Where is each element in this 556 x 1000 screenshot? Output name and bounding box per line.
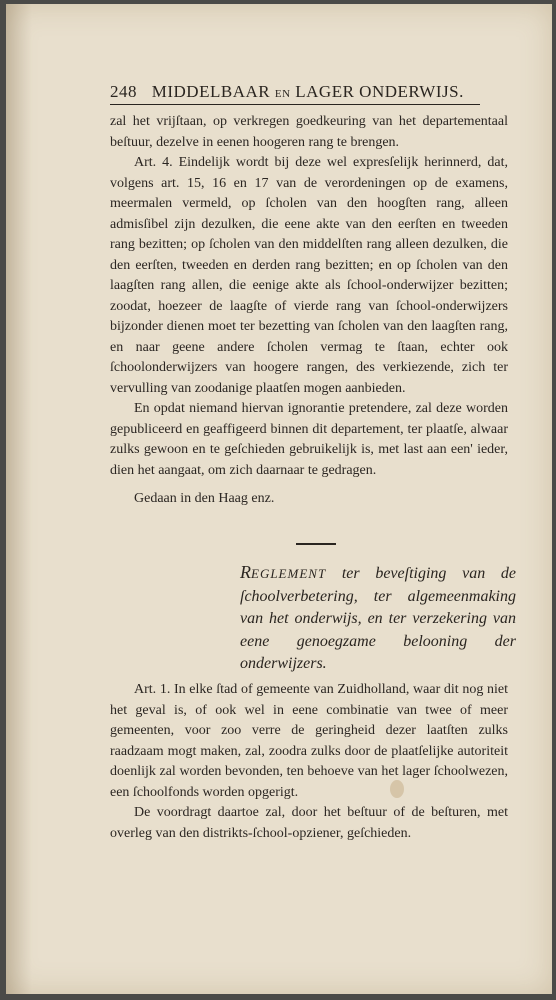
page-number: 248: [110, 82, 137, 101]
header-rule: [110, 104, 480, 105]
header-title-part2: LAGER ONDERWIJS.: [295, 82, 464, 101]
body-text-articles: [110, 680, 508, 844]
running-header: [110, 82, 480, 102]
section-separator: [296, 543, 336, 545]
paragraph-voordragt: De voordragt daartoe zal, door het beſtuur of de beſturen, met overleg van den distrikts-ſchool-opziener, geſchieden.: [110, 805, 508, 841]
paragraph-continuation: zal het vrijſtaan, op verkregen goedkeuring van het departementaal beſtuur, dezelve in eenen hoogeren rang te brengen.: [110, 114, 508, 150]
paragraph-signoff: Gedaan in den Haag enz.: [134, 491, 275, 506]
reglement-title-initial: R: [240, 562, 251, 582]
reglement-title-smallcaps: EGLEMENT: [251, 566, 327, 581]
header-title-part1: MIDDELBAAR: [151, 82, 271, 101]
paragraph-art-4: Art. 4. Eindelijk wordt bij deze wel expresſelijk herinnerd, dat, volgens art. 15, 16 en 17 van de verordeningen op de examens, meermalen vermeld, op ſcholen van den hoogſten rang, alleen admisſibel zijn dezulken, die eene akte van den eerſten en tweeden rang bezitten; op ſcholen van den middelſten rang alleen dezulken, die den eerſten, tweeden en derden rang bezitten; en op ſcholen van den laagſten rang allen, die eenige akte als ſchool-onderwijzer bezitten; zoodat, hoezeer de laagſte of vierde rang van ſchool-onderwijzers bijzonder dienen moet ter bezetting van ſcholen van den laagſten rang, en naar geene andere ſcholen vermag te ſtaan, echter ook ſchoolonderwijzers van hoogere rangen, des verkiezende, zich ter vervulling van zoodanige plaatſen mogen aanbieden.: [110, 155, 508, 396]
reglement-title: [240, 561, 516, 676]
paper-stain: [390, 780, 404, 798]
paragraph-art-1: Art. 1. In elke ſtad of gemeente van Zuidholland, waar dit nog niet het geval is, of ook wel in eene combinatie van twee of meer gemeenten, voor zoo verre de geringheid dezer laatſten zulks raadzaam mogt maken, zal, zoodra zulks door de plaatſelijke autoriteit doenlijk zal worden bevonden, ten behoeve van het lager ſchoolwezen, een ſchoolfonds worden opgerigt.: [110, 682, 508, 800]
paragraph-publication: En opdat niemand hiervan ignorantie pretendere, zal deze worden gepubliceerd en geaffigeerd binnen dit departement, ter plaatſe, alwaar zulks gewoon en te geſchieden gebruikelijk is, met last aan een' ieder, dien het aangaat, om zich daarnaar te gedragen.: [110, 401, 508, 478]
body-text-top: [110, 112, 508, 510]
reglement-title-rest: ter beveſtiging van de ſchoolverbetering, ter algemeenmaking van het onderwijs, en ter verzekering van eene genoegzame belooning der onderwijzers.: [240, 565, 516, 672]
header-title-en: EN: [274, 88, 291, 100]
